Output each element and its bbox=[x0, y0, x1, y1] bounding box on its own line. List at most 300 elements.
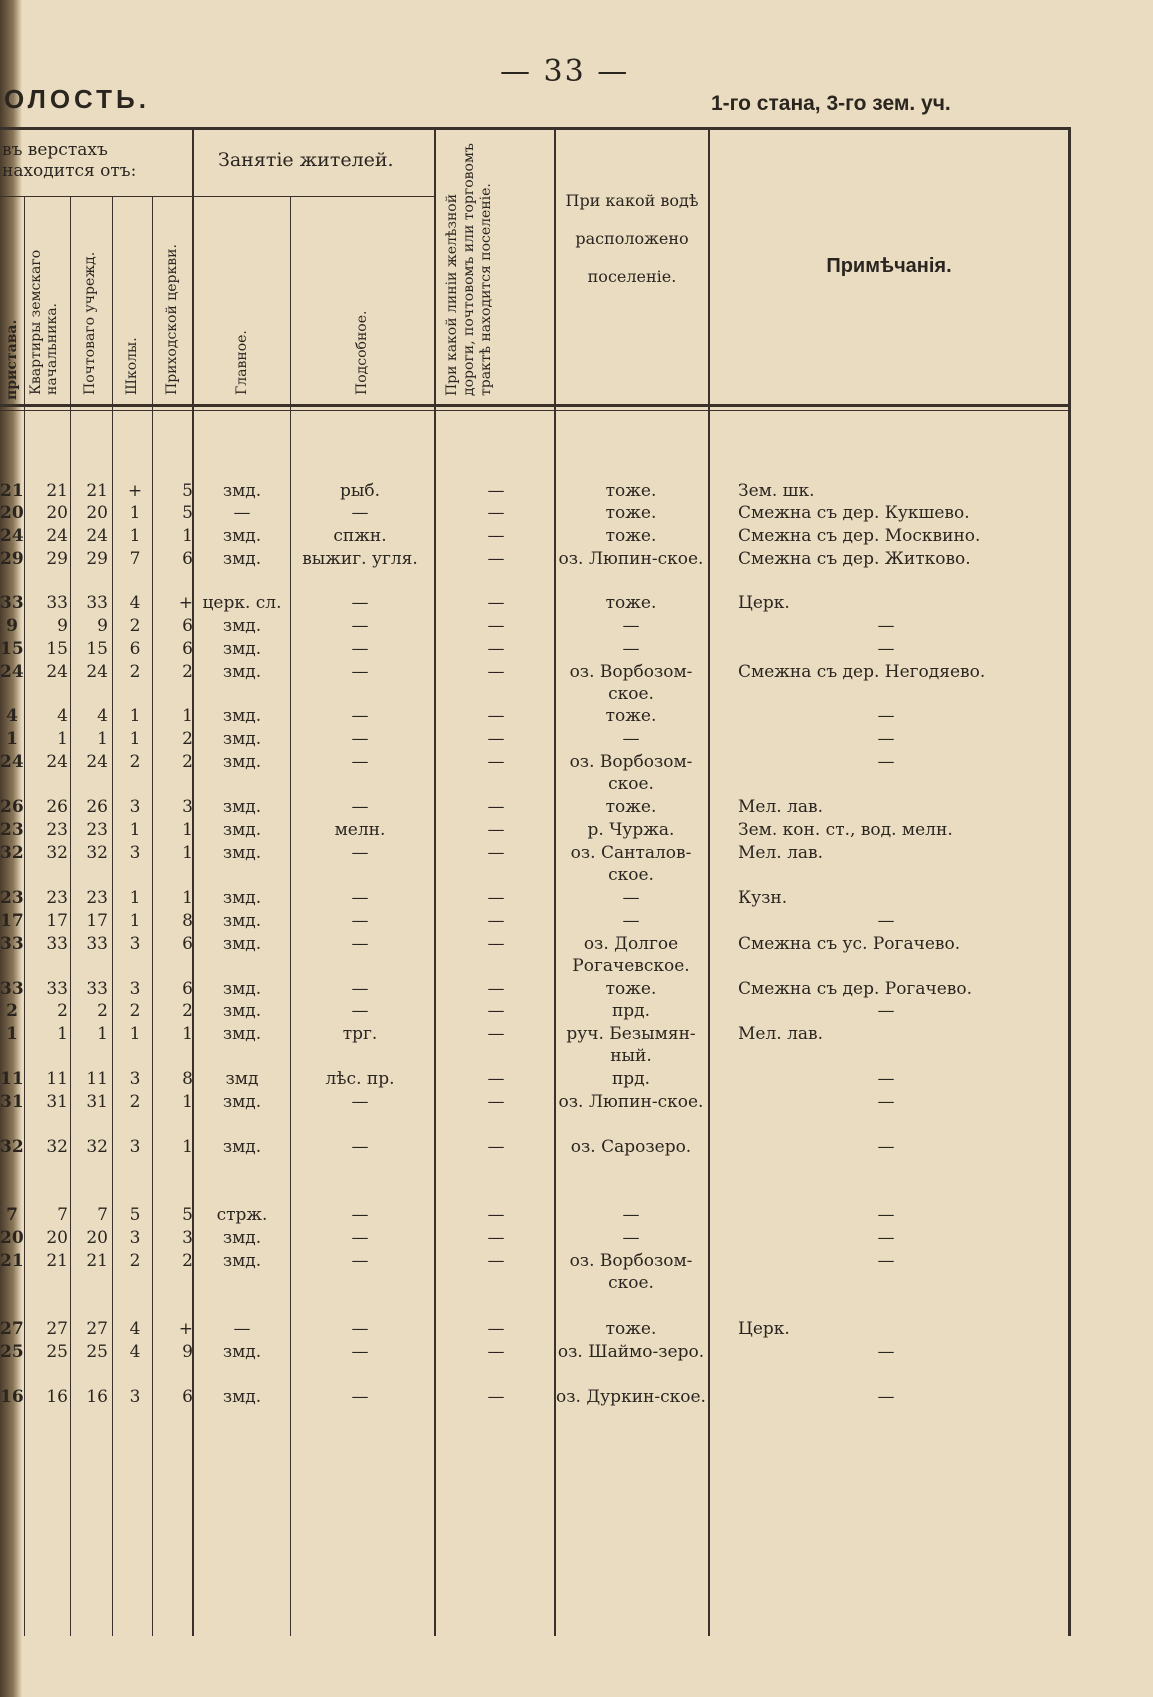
cell-note: Зем. шк. bbox=[738, 481, 815, 501]
cell-aux: — bbox=[351, 1387, 369, 1407]
cell-water: оз. Ворбозом-ское. bbox=[569, 662, 693, 704]
cell-zem: 20 bbox=[46, 503, 68, 523]
cell-main: змд. bbox=[222, 820, 262, 840]
cell-zem: 25 bbox=[46, 1342, 68, 1362]
cell-post: 26 bbox=[86, 797, 108, 817]
cell-main: змд. bbox=[222, 526, 262, 546]
cell-edge: 23 bbox=[0, 888, 24, 908]
cell-church: + bbox=[178, 1319, 193, 1339]
cell-line: — bbox=[487, 729, 505, 749]
cell-zem: 32 bbox=[46, 1137, 68, 1157]
cell-school: 3 bbox=[129, 843, 141, 863]
cell-school: 2 bbox=[129, 1092, 141, 1112]
cell-church: 1 bbox=[182, 888, 193, 908]
cell-note: Мел. лав. bbox=[738, 797, 823, 817]
cell-church: 6 bbox=[182, 616, 193, 636]
cell-church: 3 bbox=[182, 1228, 193, 1248]
cell-aux: — bbox=[351, 1137, 369, 1157]
cell-aux: — bbox=[351, 934, 369, 954]
cell-school: 2 bbox=[129, 1001, 141, 1021]
cell-zem: 7 bbox=[57, 1205, 68, 1225]
cell-water: оз. Люпин-ское. bbox=[558, 1092, 704, 1112]
cell-water: — bbox=[622, 888, 640, 908]
cell-school: 3 bbox=[129, 1228, 141, 1248]
cell-post: 25 bbox=[86, 1342, 108, 1362]
cell-zem: 2 bbox=[57, 1001, 68, 1021]
cell-aux: — bbox=[351, 1001, 369, 1021]
cell-school: 1 bbox=[129, 729, 141, 749]
cell-line: — bbox=[487, 1387, 505, 1407]
cell-post: 21 bbox=[86, 481, 108, 501]
cell-edge: 21 bbox=[0, 1251, 24, 1271]
cell-aux: — bbox=[351, 1228, 369, 1248]
cell-note: Смежна съ дер. Кукшево. bbox=[738, 503, 970, 523]
cell-zem: 24 bbox=[46, 752, 68, 772]
cell-line: — bbox=[487, 1092, 505, 1112]
cell-main: — bbox=[233, 1319, 251, 1339]
cell-main: змд. bbox=[222, 1251, 262, 1271]
cell-main: змд. bbox=[222, 1024, 262, 1044]
cell-water: тоже. bbox=[605, 593, 657, 613]
cell-note: Мел. лав. bbox=[738, 1024, 823, 1044]
cell-post: 21 bbox=[86, 1251, 108, 1271]
cell-church: 9 bbox=[182, 1342, 193, 1362]
cell-church: 5 bbox=[182, 481, 193, 501]
cell-post: 23 bbox=[86, 888, 108, 908]
cell-note: Смежна съ дер. Рогачево. bbox=[738, 979, 972, 999]
cell-water: оз. Долгое Рогачевское. bbox=[572, 934, 690, 976]
cell-school: 1 bbox=[129, 526, 141, 546]
cell-note: — bbox=[877, 1001, 895, 1021]
cell-note: Церк. bbox=[738, 593, 790, 613]
cell-church: 6 bbox=[182, 979, 193, 999]
cell-main: змд bbox=[225, 1069, 259, 1089]
cell-church: 5 bbox=[182, 503, 193, 523]
cell-edge: 1 bbox=[6, 1024, 18, 1044]
occupation-group-header: Занятіе жителей. bbox=[218, 149, 394, 171]
cell-post: 24 bbox=[86, 752, 108, 772]
cell-note: — bbox=[877, 1205, 895, 1225]
col-header-post: Почтоваго учрежд. bbox=[82, 251, 98, 395]
cell-line: — bbox=[487, 706, 505, 726]
cell-note: Зем. кон. ст., вод. мелн. bbox=[738, 820, 953, 840]
cell-main: змд. bbox=[222, 549, 262, 569]
cell-school: 1 bbox=[129, 888, 141, 908]
cell-water: оз. Сарозеро. bbox=[570, 1137, 692, 1157]
cell-main: змд. bbox=[222, 752, 262, 772]
cell-church: 8 bbox=[182, 911, 193, 931]
cell-main: змд. bbox=[222, 1092, 262, 1112]
cell-line: — bbox=[487, 503, 505, 523]
cell-post: 24 bbox=[86, 662, 108, 682]
cell-note: — bbox=[877, 1387, 895, 1407]
cell-main: стрж. bbox=[216, 1205, 268, 1225]
cell-water: — bbox=[622, 639, 640, 659]
cell-main: змд. bbox=[222, 1342, 262, 1362]
cell-zem: 23 bbox=[46, 820, 68, 840]
cell-water: руч. Безымян-ный. bbox=[566, 1024, 696, 1066]
cell-line: — bbox=[487, 1137, 505, 1157]
cell-zem: 16 bbox=[46, 1387, 68, 1407]
cell-line: — bbox=[487, 843, 505, 863]
cell-main: — bbox=[233, 503, 251, 523]
cell-school: 5 bbox=[129, 1205, 141, 1225]
cell-note: — bbox=[877, 1069, 895, 1089]
cell-note: — bbox=[877, 1342, 895, 1362]
cell-aux: — bbox=[351, 1092, 369, 1112]
cell-post: 33 bbox=[86, 979, 108, 999]
cell-school: 1 bbox=[129, 1024, 141, 1044]
col-header-zemsky: Квартиры земскаго начальника. bbox=[28, 249, 60, 395]
col-header-main: Главное. bbox=[234, 330, 250, 395]
cell-church: 1 bbox=[182, 820, 193, 840]
cell-post: 9 bbox=[97, 616, 108, 636]
cell-zem: 26 bbox=[46, 797, 68, 817]
cell-edge: 32 bbox=[0, 843, 24, 863]
cell-edge: 32 bbox=[0, 1137, 24, 1157]
distance-group-line1: въ верстахъ находится отъ: bbox=[2, 140, 137, 181]
cell-line: — bbox=[487, 1319, 505, 1339]
col-header-church: Приходской церкви. bbox=[164, 244, 180, 395]
cell-post: 24 bbox=[86, 526, 108, 546]
cell-aux: трг. bbox=[342, 1024, 378, 1044]
cell-line: — bbox=[487, 1342, 505, 1362]
cell-aux: — bbox=[351, 1205, 369, 1225]
cell-aux: мелн. bbox=[334, 820, 386, 840]
cell-school: 3 bbox=[129, 1069, 141, 1089]
cell-post: 32 bbox=[86, 843, 108, 863]
cell-line: — bbox=[487, 1069, 505, 1089]
cell-church: 2 bbox=[182, 1251, 193, 1271]
cell-zem: 23 bbox=[46, 888, 68, 908]
cell-zem: 24 bbox=[46, 526, 68, 546]
cell-school: 2 bbox=[129, 752, 141, 772]
col-header-stanovoy: пристава. bbox=[4, 319, 20, 400]
cell-school: 1 bbox=[129, 820, 141, 840]
cell-church: 8 bbox=[182, 1069, 193, 1089]
cell-post: 11 bbox=[86, 1069, 108, 1089]
cell-zem: 9 bbox=[57, 616, 68, 636]
cell-water: оз. Дуркин-ское. bbox=[556, 1387, 706, 1407]
cell-edge: 25 bbox=[0, 1342, 24, 1362]
cell-aux: — bbox=[351, 1251, 369, 1271]
cell-church: 1 bbox=[182, 843, 193, 863]
cell-zem: 24 bbox=[46, 662, 68, 682]
cell-post: 31 bbox=[86, 1092, 108, 1112]
cell-zem: 33 bbox=[46, 979, 68, 999]
cell-school: 3 bbox=[129, 979, 141, 999]
cell-zem: 32 bbox=[46, 843, 68, 863]
cell-aux: — bbox=[351, 843, 369, 863]
cell-church: 6 bbox=[182, 549, 193, 569]
cell-aux: — bbox=[351, 979, 369, 999]
cell-line: — bbox=[487, 820, 505, 840]
cell-line: — bbox=[487, 979, 505, 999]
cell-post: 23 bbox=[86, 820, 108, 840]
cell-main: змд. bbox=[222, 911, 262, 931]
cell-aux: спжн. bbox=[333, 526, 387, 546]
cell-edge: 33 bbox=[0, 593, 24, 613]
cell-line: — bbox=[487, 752, 505, 772]
cell-line: — bbox=[487, 481, 505, 501]
cell-water: тоже. bbox=[605, 979, 657, 999]
cell-edge: 24 bbox=[0, 526, 24, 546]
cell-school: 3 bbox=[129, 934, 141, 954]
cell-edge: 15 bbox=[0, 639, 24, 659]
cell-line: — bbox=[487, 797, 505, 817]
cell-note: — bbox=[877, 729, 895, 749]
cell-edge: 9 bbox=[6, 616, 18, 636]
cell-line: — bbox=[487, 911, 505, 931]
cell-main: змд. bbox=[222, 888, 262, 908]
cell-main: змд. bbox=[222, 934, 262, 954]
cell-church: 5 bbox=[182, 1205, 193, 1225]
cell-zem: 4 bbox=[57, 706, 68, 726]
cell-edge: 26 bbox=[0, 797, 24, 817]
cell-note: — bbox=[877, 1092, 895, 1112]
cell-aux: — bbox=[351, 706, 369, 726]
cell-water: — bbox=[622, 1228, 640, 1248]
cell-aux: — bbox=[351, 911, 369, 931]
cell-note: — bbox=[877, 1228, 895, 1248]
cell-main: змд. bbox=[222, 481, 262, 501]
cell-aux: — bbox=[351, 662, 369, 682]
cell-edge: 33 bbox=[0, 979, 24, 999]
cell-zem: 33 bbox=[46, 934, 68, 954]
cell-main: змд. bbox=[222, 639, 262, 659]
cell-main: змд. bbox=[222, 1001, 262, 1021]
cell-note: Церк. bbox=[738, 1319, 790, 1339]
cell-line: — bbox=[487, 1228, 505, 1248]
cell-aux: — bbox=[351, 593, 369, 613]
cell-post: 16 bbox=[86, 1387, 108, 1407]
cell-edge: 33 bbox=[0, 934, 24, 954]
cell-zem: 15 bbox=[46, 639, 68, 659]
cell-zem: 11 bbox=[46, 1069, 68, 1089]
cell-edge: 2 bbox=[6, 1001, 18, 1021]
cell-school: 1 bbox=[129, 911, 141, 931]
cell-church: + bbox=[178, 593, 193, 613]
cell-school: 2 bbox=[129, 616, 141, 636]
cell-church: 6 bbox=[182, 934, 193, 954]
cell-church: 1 bbox=[182, 1024, 193, 1044]
cell-note: — bbox=[877, 1251, 895, 1271]
cell-edge: 11 bbox=[0, 1069, 24, 1089]
cell-post: 20 bbox=[86, 1228, 108, 1248]
cell-zem: 33 bbox=[46, 593, 68, 613]
cell-church: 1 bbox=[182, 706, 193, 726]
cell-line: — bbox=[487, 593, 505, 613]
cell-note: Мел. лав. bbox=[738, 843, 823, 863]
cell-note: Смежна съ дер. Негодяево. bbox=[738, 662, 986, 682]
cell-school: 2 bbox=[129, 1251, 141, 1271]
cell-church: 1 bbox=[182, 526, 193, 546]
volost-title: ОЛОСТЬ. bbox=[4, 84, 150, 114]
cell-post: 29 bbox=[86, 549, 108, 569]
cell-aux: — bbox=[351, 1342, 369, 1362]
cell-edge: 31 bbox=[0, 1092, 24, 1112]
cell-post: 33 bbox=[86, 934, 108, 954]
cell-water: тоже. bbox=[605, 503, 657, 523]
cell-note: — bbox=[877, 1137, 895, 1157]
cell-water: тоже. bbox=[605, 481, 657, 501]
cell-water: тоже. bbox=[605, 706, 657, 726]
cell-school: 6 bbox=[129, 639, 141, 659]
cell-aux: рыб. bbox=[339, 481, 381, 501]
cell-main: змд. bbox=[222, 1137, 262, 1157]
cell-line: — bbox=[487, 1205, 505, 1225]
cell-post: 17 bbox=[86, 911, 108, 931]
cell-school: 4 bbox=[129, 1342, 141, 1362]
cell-school: 3 bbox=[129, 797, 141, 817]
cell-note: Смежна съ дер. Москвино. bbox=[738, 526, 981, 546]
cell-water: — bbox=[622, 729, 640, 749]
cell-zem: 27 bbox=[46, 1319, 68, 1339]
cell-note: — bbox=[877, 616, 895, 636]
cell-water: оз. Ворбозом-ское. bbox=[569, 752, 693, 794]
cell-school: 1 bbox=[129, 503, 141, 523]
cell-aux: — bbox=[351, 616, 369, 636]
cell-aux: — bbox=[351, 503, 369, 523]
cell-main: змд. bbox=[222, 1228, 262, 1248]
cell-church: 2 bbox=[182, 662, 193, 682]
cell-aux: — bbox=[351, 1319, 369, 1339]
cell-church: 2 bbox=[182, 752, 193, 772]
cell-school: 4 bbox=[129, 1319, 141, 1339]
cell-aux: — bbox=[351, 797, 369, 817]
cell-edge: 24 bbox=[0, 662, 24, 682]
cell-zem: 1 bbox=[57, 729, 68, 749]
cell-edge: 4 bbox=[6, 706, 18, 726]
cell-zem: 17 bbox=[46, 911, 68, 931]
cell-line: — bbox=[487, 1001, 505, 1021]
cell-aux: — bbox=[351, 639, 369, 659]
cell-line: — bbox=[487, 888, 505, 908]
cell-church: 3 bbox=[182, 797, 193, 817]
cell-main: змд. bbox=[222, 843, 262, 863]
cell-water: тоже. bbox=[605, 797, 657, 817]
cell-post: 32 bbox=[86, 1137, 108, 1157]
cell-main: змд. bbox=[222, 706, 262, 726]
col-header-water: При какой водѣ расположено поселеніе. bbox=[565, 191, 699, 286]
cell-aux: выжиг. угля. bbox=[302, 549, 418, 569]
cell-note: — bbox=[877, 752, 895, 772]
cell-zem: 31 bbox=[46, 1092, 68, 1112]
cell-note: Смежна съ дер. Житково. bbox=[738, 549, 971, 569]
cell-edge: 23 bbox=[0, 820, 24, 840]
cell-line: — bbox=[487, 662, 505, 682]
cell-post: 4 bbox=[97, 706, 108, 726]
cell-post: 7 bbox=[97, 1205, 108, 1225]
cell-note: Смежна съ ус. Рогачево. bbox=[738, 934, 961, 954]
cell-post: 15 bbox=[86, 639, 108, 659]
cell-church: 1 bbox=[182, 1137, 193, 1157]
cell-school: 3 bbox=[129, 1387, 141, 1407]
cell-water: оз. Шаймо-зеро. bbox=[557, 1342, 705, 1362]
cell-main: змд. bbox=[222, 1387, 262, 1407]
cell-main: змд. bbox=[222, 616, 262, 636]
cell-line: — bbox=[487, 1251, 505, 1271]
cell-main: змд. bbox=[222, 729, 262, 749]
cell-zem: 20 bbox=[46, 1228, 68, 1248]
cell-water: оз. Люпин-ское. bbox=[558, 549, 704, 569]
cell-note: Кузн. bbox=[738, 888, 788, 908]
col-header-aux: Подсобное. bbox=[354, 310, 370, 395]
cell-aux: — bbox=[351, 888, 369, 908]
cell-main: змд. bbox=[222, 662, 262, 682]
cell-water: р. Чуржа. bbox=[587, 820, 675, 840]
cell-line: — bbox=[487, 934, 505, 954]
cell-edge: 16 bbox=[0, 1387, 24, 1407]
cell-post: 33 bbox=[86, 593, 108, 613]
col-header-line: При какой линіи желѣзной дороги, почтовомъ или торговомъ трактѣ находится поселеніе. bbox=[444, 143, 494, 396]
cell-edge: 29 bbox=[0, 549, 24, 569]
cell-water: — bbox=[622, 911, 640, 931]
cell-main: змд. bbox=[222, 797, 262, 817]
cell-edge: 17 bbox=[0, 911, 24, 931]
cell-note: — bbox=[877, 706, 895, 726]
cell-church: 1 bbox=[182, 1092, 193, 1112]
cell-water: тоже. bbox=[605, 1319, 657, 1339]
cell-school: 1 bbox=[129, 706, 141, 726]
cell-zem: 29 bbox=[46, 549, 68, 569]
cell-post: 1 bbox=[97, 729, 108, 749]
cell-edge: 21 bbox=[0, 481, 24, 501]
cell-church: 6 bbox=[182, 1387, 193, 1407]
cell-post: 2 bbox=[97, 1001, 108, 1021]
cell-post: 27 bbox=[86, 1319, 108, 1339]
cell-line: — bbox=[487, 526, 505, 546]
col-header-school: Школы. bbox=[124, 337, 140, 395]
col-header-notes: Примѣчанія. bbox=[826, 255, 952, 277]
cell-school: 7 bbox=[129, 549, 141, 569]
cell-edge: 20 bbox=[0, 503, 24, 523]
cell-note: — bbox=[877, 911, 895, 931]
cell-church: 2 bbox=[182, 729, 193, 749]
cell-school: 2 bbox=[129, 662, 141, 682]
cell-post: 20 bbox=[86, 503, 108, 523]
cell-zem: 21 bbox=[46, 1251, 68, 1271]
cell-line: — bbox=[487, 1024, 505, 1044]
cell-edge: 7 bbox=[6, 1205, 18, 1225]
cell-water: тоже. bbox=[605, 526, 657, 546]
cell-aux: — bbox=[351, 752, 369, 772]
cell-water: — bbox=[622, 1205, 640, 1225]
cell-line: — bbox=[487, 639, 505, 659]
cell-school: + bbox=[127, 481, 143, 501]
cell-school: 3 bbox=[129, 1137, 141, 1157]
cell-post: 1 bbox=[97, 1024, 108, 1044]
cell-school: 4 bbox=[129, 593, 141, 613]
cell-church: 6 bbox=[182, 639, 193, 659]
page-number: — 33 — bbox=[500, 54, 630, 89]
cell-zem: 21 bbox=[46, 481, 68, 501]
stan-header: 1-го стана, 3-го зем. уч. bbox=[711, 92, 951, 115]
cell-note: — bbox=[877, 639, 895, 659]
cell-line: — bbox=[487, 616, 505, 636]
cell-water: оз. Ворбозом-ское. bbox=[569, 1251, 693, 1293]
cell-edge: 1 bbox=[6, 729, 18, 749]
cell-water: оз. Санталов-ское. bbox=[570, 843, 692, 885]
cell-edge: 27 bbox=[0, 1319, 24, 1339]
cell-aux: лѣс. пр. bbox=[325, 1069, 395, 1089]
cell-water: прд. bbox=[611, 1001, 651, 1021]
cell-edge: 20 bbox=[0, 1228, 24, 1248]
cell-church: 2 bbox=[182, 1001, 193, 1021]
cell-water: — bbox=[622, 616, 640, 636]
cell-line: — bbox=[487, 549, 505, 569]
cell-edge: 24 bbox=[0, 752, 24, 772]
